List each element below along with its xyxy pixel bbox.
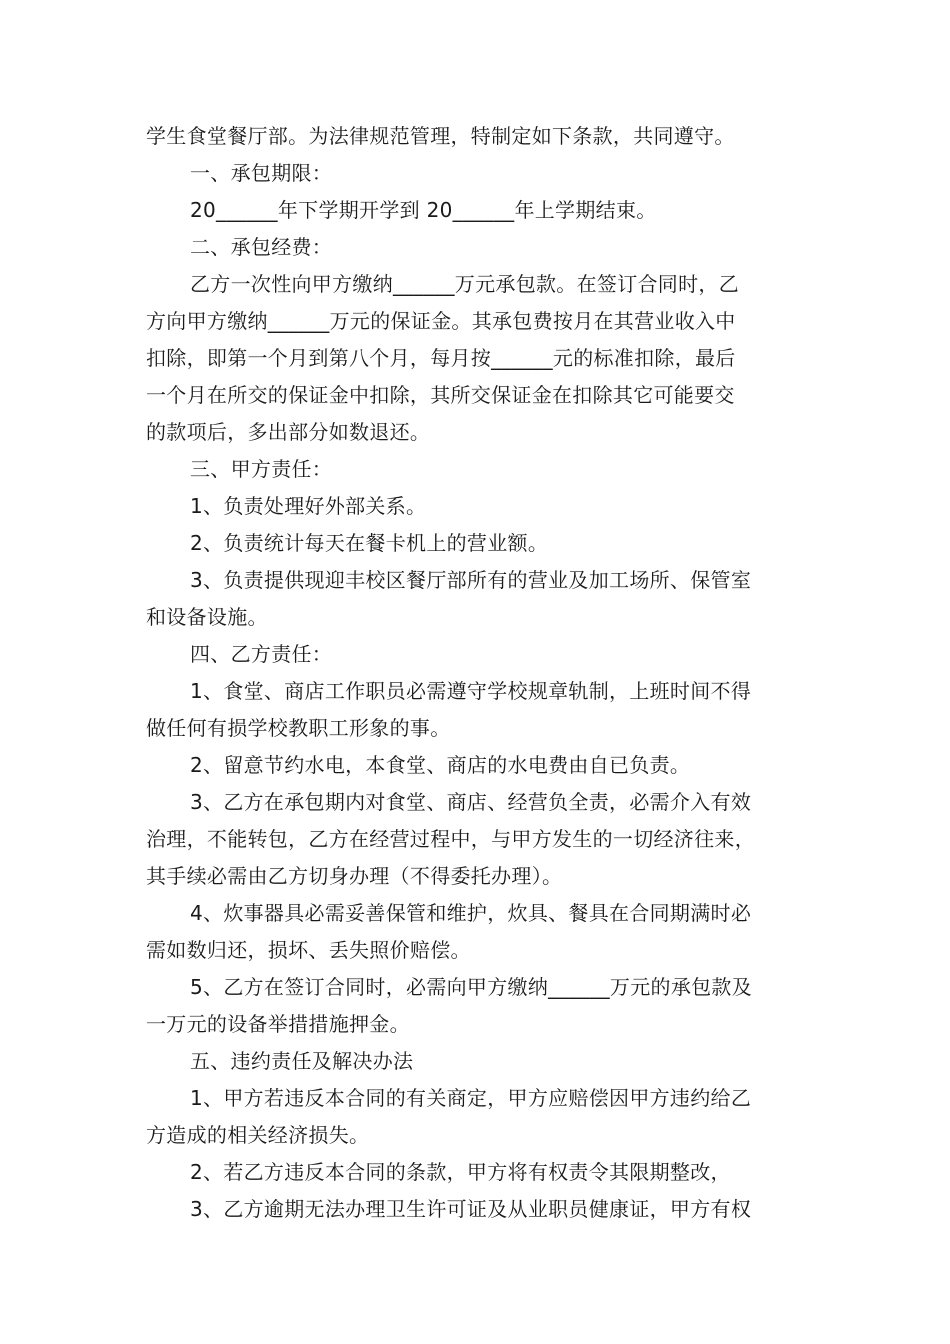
text-line: 2、留意节约水电，本食堂、商店的水电费由自已负责。 [190, 753, 691, 777]
text-line: 需如数归还，损坏、丢失照价赔偿。 [146, 938, 471, 962]
text-line: 治理，不能转包，乙方在经营过程中，与甲方发生的一切经济往来， [146, 827, 755, 851]
text-line: 一个月在所交的保证金中扣除，其所交保证金在扣除其它可能要交 [146, 383, 735, 407]
text-line: 四、乙方责任： [190, 642, 333, 666]
text-line: 1、甲方若违反本合同的有关商定，甲方应赔偿因甲方违约给乙 [190, 1086, 752, 1110]
text-line: 2、负责统计每天在餐卡机上的营业额。 [190, 531, 549, 555]
text-line: 一万元的设备举措措施押金。 [146, 1012, 410, 1036]
text-line: 3、乙方在承包期内对食堂、商店、经营负全责，必需介入有效 [190, 790, 752, 814]
text-line: 2、若乙方违反本合同的条款，甲方将有权责令其限期整改， [190, 1160, 731, 1184]
text-line: 和设备设施。 [146, 605, 268, 629]
text-line: 5、乙方在签订合同时，必需向甲方缴纳______万元的承包款及 [190, 975, 753, 999]
contract-body [146, 118, 810, 1228]
text-line: 做任何有损学校教职工形象的事。 [146, 716, 451, 740]
text-line: 学生食堂餐厅部。为法律规范管理，特制定如下条款，共同遵守。 [146, 124, 735, 148]
text-line: 二、承包经费： [190, 235, 333, 259]
text-line: 20______年下学期开学到 20______年上学期结束。 [190, 198, 657, 222]
text-line: 五、违约责任及解决办法 [190, 1049, 414, 1073]
text-line: 三、甲方责任： [190, 457, 333, 481]
text-line: 的款项后，多出部分如数退还。 [146, 420, 431, 444]
text-line: 3、负责提供现迎丰校区餐厅部所有的营业及加工场所、保管室 [190, 568, 752, 592]
text-line: 1、负责处理好外部关系。 [190, 494, 427, 518]
text-line: 扣除，即第一个月到第八个月，每月按______元的标准扣除，最后 [146, 346, 736, 370]
text-line: 方向甲方缴纳______万元的保证金。其承包费按月在其营业收入中 [146, 309, 736, 333]
text-line: 一、承包期限： [190, 161, 333, 185]
text-line: 4、炊事器具必需妥善保管和维护，炊具、餐具在合同期满时必 [190, 901, 752, 925]
text-line: 3、乙方逾期无法办理卫生许可证及从业职员健康证，甲方有权 [190, 1197, 752, 1221]
text-line: 乙方一次性向甲方缴纳______万元承包款。在签订合同时，乙 [190, 272, 739, 296]
text-line: 1、食堂、商店工作职员必需遵守学校规章轨制，上班时间不得 [190, 679, 752, 703]
text-line: 其手续必需由乙方切身办理（不得委托办理）。 [146, 864, 563, 888]
text-line: 方造成的相关经济损失。 [146, 1123, 370, 1147]
